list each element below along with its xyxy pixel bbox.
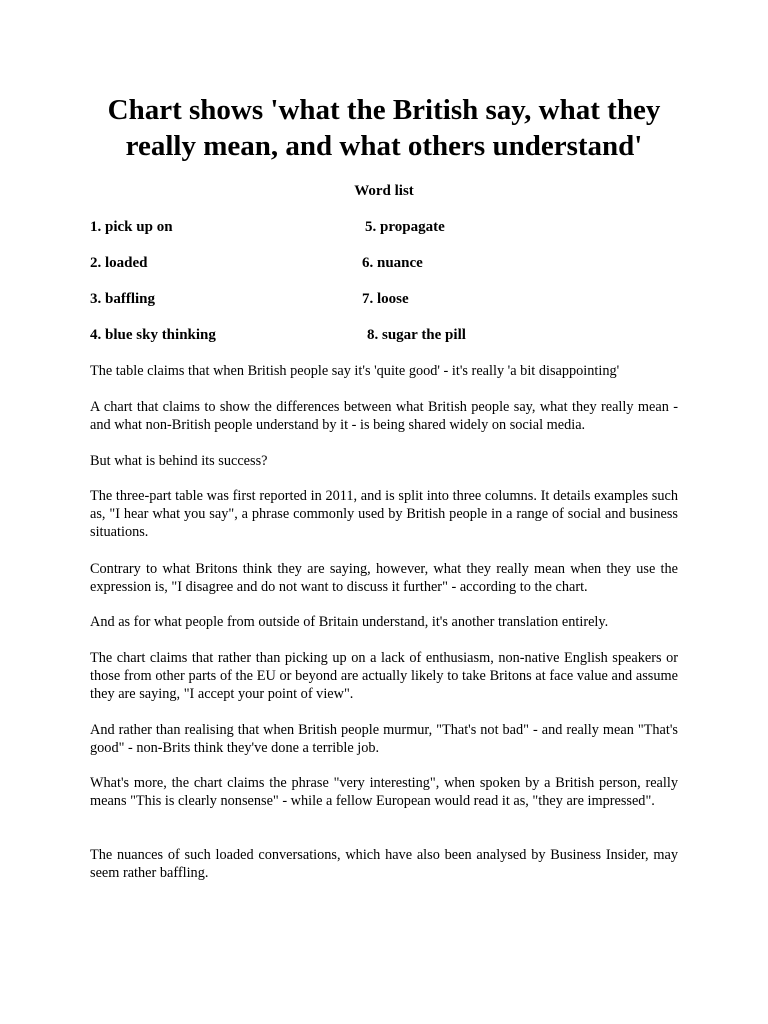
word-list-item-4: 4. blue sky thinking [90,327,216,343]
paragraph-nuances: The nuances of such loaded conversations, which have also been analysed by Business Insider, may seem rather baffling. [90,847,678,881]
word-list-item-8: 8. sugar the pill [367,327,466,343]
word-list-item-1: 1. pick up on [90,219,173,235]
paragraph-translation: And as for what people from outside of Britain understand, it's another translation entirely. [90,614,609,630]
paragraph-caption: The table claims that when British people say it's 'quite good' - it's really 'a bit disappointing' [90,363,620,379]
paragraph-question: But what is behind its success? [90,453,268,469]
paragraph-intro: A chart that claims to show the differences between what British people say, what they really mean - and what non-British people understand by it - is being shared widely on social media. [90,399,678,433]
word-list-item-3: 3. baffling [90,291,156,307]
word-list-item-6: 6. nuance [362,255,423,271]
paragraph-table-description: The three-part table was first reported in 2011, and is split into three columns. It details examples such as, "I hear what you say", a phrase commonly used by British people in a range of social and business situations. [90,488,678,540]
paragraph-meaning: Contrary to what Britons think they are saying, however, what they really mean when they use the expression is, "I disagree and do not want to discuss it further" - according to the chart. [90,561,678,595]
paragraph-very-interesting: What's more, the chart claims the phrase "very interesting", when spoken by a British person, really means "This is clearly nonsense" - while a fellow European would read it as, "they are impressed". [90,775,678,809]
paragraph-enthusiasm: The chart claims that rather than picking up on a lack of enthusiasm, non-native English speakers or those from other parts of the EU or beyond are actually likely to take Britons at face value and assume they are saying, "I accept your point of view". [90,650,678,702]
word-list-heading: Word list [354,183,414,199]
word-list-item-7: 7. loose [362,291,409,307]
paragraph-not-bad: And rather than realising that when British people murmur, "That's not bad" - and really mean "That's good" - non-Brits think they've done a terrible job. [90,722,678,756]
word-list-item-2: 2. loaded [90,255,148,271]
word-list-item-5: 5. propagate [365,219,445,235]
article-title: Chart shows 'what the British say, what they really mean, and what others understand' [107,94,661,162]
